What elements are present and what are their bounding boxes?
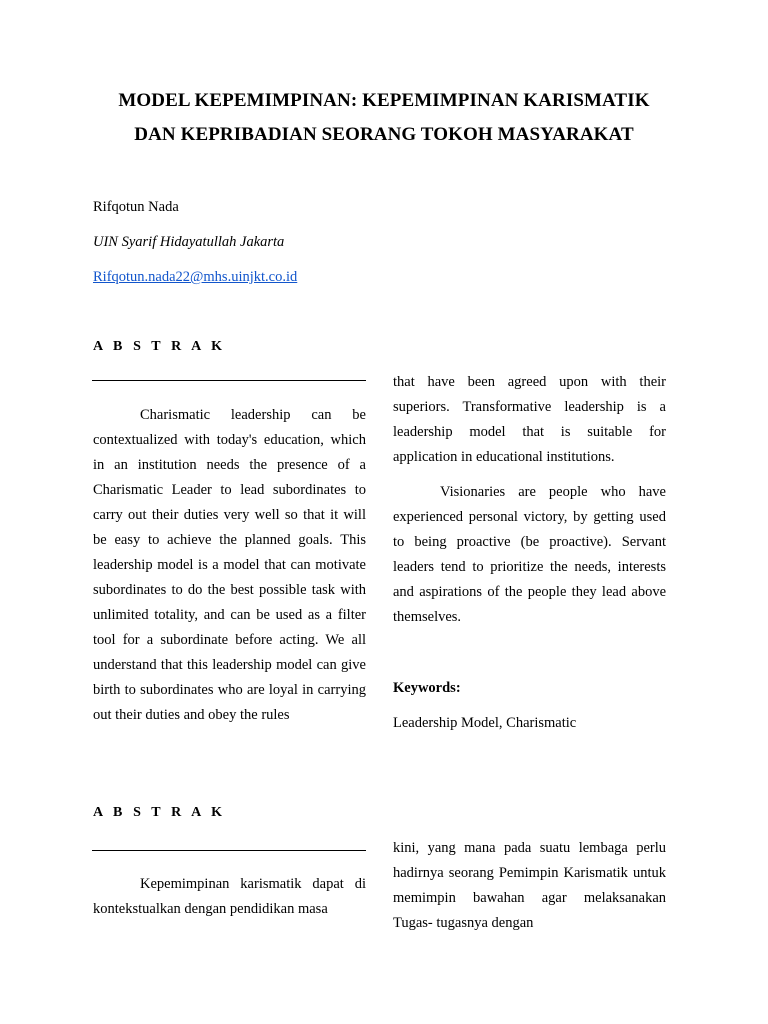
title-line-1: MODEL KEPEMIMPINAN: KEPEMIMPINAN KARISMATIK (118, 90, 650, 111)
author-affiliation: UIN Syarif Hidayatullah Jakarta (93, 234, 285, 250)
keywords-label: Keywords: (393, 680, 461, 696)
abstract-english-right-column (393, 370, 666, 630)
title-line-2: DAN KEPRIBADIAN SEORANG TOKOH MASYARAKAT (134, 124, 634, 145)
paper-title (60, 84, 708, 152)
abstract-indonesian-paragraph-continued: kini, yang mana pada suatu lembaga perlu hadirnya seorang Pemimpin Karismatik untuk memimpin bawahan agar melaksanakan Tugas- tugasnya dengan (393, 840, 666, 931)
abstract-english-paragraph-2: Visionaries are people who have experienced personal victory, by getting used to being proactive (be proactive). Servant leaders tend to prioritize the needs, interests and aspirations of the people they lead above themselves. (393, 484, 666, 625)
abstract-divider-english (92, 380, 366, 381)
author-name: Rifqotun Nada (93, 199, 179, 215)
abstract-heading-english: A B S T R A K (93, 339, 226, 354)
abstract-heading-indonesian: A B S T R A K (93, 805, 226, 820)
author-email-link[interactable]: Rifqotun.nada22@mhs.uinjkt.co.id (93, 269, 298, 285)
abstract-english-left-column (93, 403, 366, 728)
abstract-divider-indonesian (92, 850, 366, 851)
keywords-text: Leadership Model, Charismatic (393, 715, 577, 731)
abstract-english-paragraph-1-continued: that have been agreed upon with their superiors. Transformative leadership is a leadership model that is suitable for application in educational institutions. (393, 374, 666, 465)
abstract-indonesian-left-column (93, 872, 366, 922)
abstract-indonesian-right-column (393, 836, 666, 936)
abstract-english-paragraph-1: Charismatic leadership can be contextualized with today's education, which in an institution needs the presence of a Charismatic Leader to lead subordinates to carry out their duties very well so that it will be easy to achieve the planned goals. This leadership model is a model that can motivate subordinates to do the best possible task with unlimited totality, and can be used as a filter tool for a subordinate before acting. We all understand that this leadership model can give birth to subordinates who are loyal in carrying out their duties and obey the rules (93, 407, 366, 723)
abstract-indonesian-paragraph: Kepemimpinan karismatik dapat di kontekstualkan dengan pendidikan masa (93, 876, 366, 917)
